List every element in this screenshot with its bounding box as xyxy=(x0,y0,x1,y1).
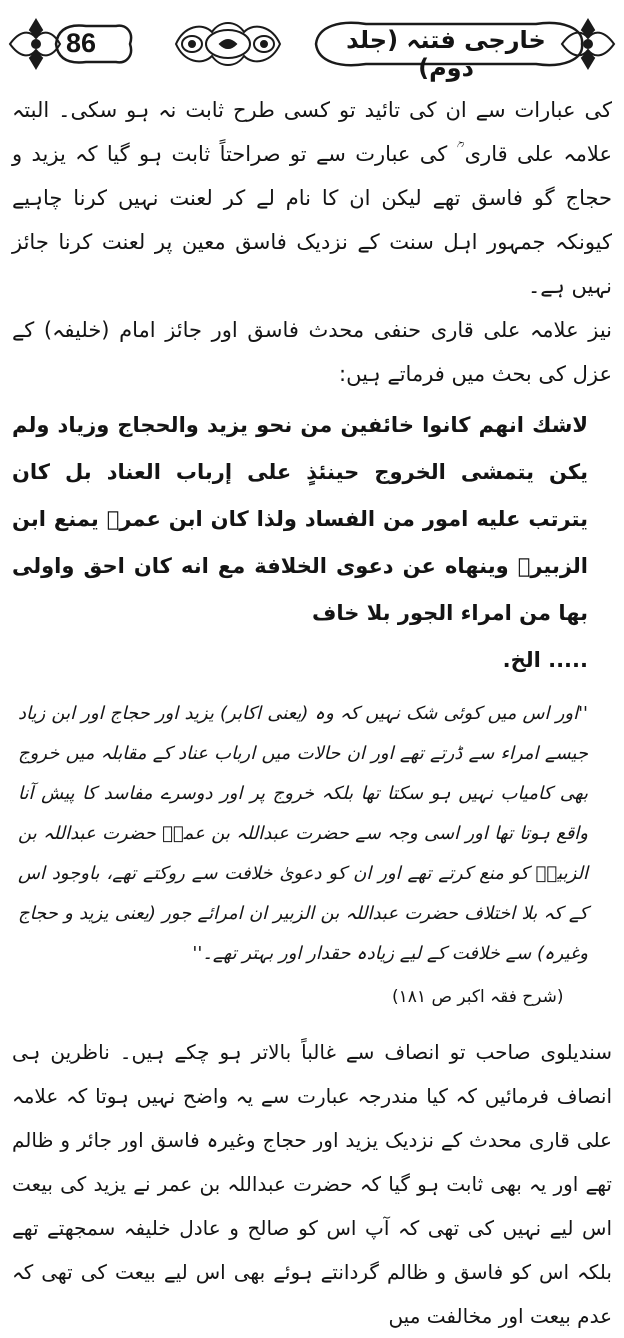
source-citation: (شرح فقہ اکبر ص ۱۸۱) xyxy=(392,987,564,1007)
arabic-quotation xyxy=(12,402,588,684)
arabic-quotation-text: لاشك انهم كانوا خائفين من نحو يزيد والحجاج وزياد ولم يكن يتمشى الخروج حينئذٍ على إرباب العناد بل كان يترتب عليه امور من الفساد ولذا كان ابن عمرؓ يمنع ابن الزبيرؓ وينهاه عن دعوى الخلافة مع انه كان احق واولى بها من امراء الجور بلا خاف xyxy=(12,413,588,625)
conclusion-paragraph: سندیلوی صاحب تو انصاف سے غالباً بالاتر ہو چکے ہیں۔ ناظرین ہی انصاف فرمائیں کہ کیا مندرجہ عبارت سے یہ واضح نہیں ہوتا کہ علامہ علی قاری محدث کے نزدیک یزید اور حجاج وغیرہ فاسق اور جائر و ظالم تھے اور یہ بھی ثابت ہو گیا کہ حضرت عبداللہ بن عمر نے یزید کی بیعت اس لیے نہیں کی تھی کہ آپ اس کو صالح و عادل خلیفہ سمجھتے تھے بلکہ اس کو فاسق و ظالم گردانتے ہوئے بھی اس لیے بیعت کی تھی کہ عدم بیعت اور مخالفت میں xyxy=(12,1040,612,1328)
intro-paragraph: کی عبارات سے ان کی تائید تو کسی طرح ثابت نہ ہو سکی۔ البتہ علامہ علی قاری ؒ کی عبارت سے تو صراحتاً ثابت ہو گیا کہ یزید و حجاج گو فاسق تھے لیکن ان کا نام لے کر لعنت نہیں کرنا چاہیے کیونکہ جمہور اہل سنت کے نزدیک فاسق معین پر لعنت کرنا جائز نہیں ہے۔ xyxy=(12,98,612,298)
running-title: خارجی فتنہ (جلد دوم) xyxy=(346,26,546,82)
page-number: 86 xyxy=(66,28,97,58)
page-header xyxy=(6,6,618,80)
arabic-quotation-ending: ..... الخ. xyxy=(502,648,588,672)
urdu-translation: ''اور اس میں کوئی شک نہیں کہ وہ (یعنی اکابر) یزید اور حجاج اور ابن زیاد جیسے امراء سے ڈرتے تھے اور ان حالات میں ارباب عناد کے مقابلہ میں خروج بھی کامیاب نہیں ہو سکتا تھا بلکہ خروج پر اور دوسرے مفاسد کا پیش آنا واقع ہوتا تھا اور اسی وجہ سے حضرت عبداللہ بن عمرؓ حضرت عبداللہ بن الزبیرؓ کو منع کرتے تھے اور ان کو دعویٰ خلافت سے روکتے تھے، باوجود اس کے کہ بلا اختلاف حضرت عبداللہ بن الزبیر ان امرائے جور (یعنی یزید و حجاج وغیرہ) سے خلافت کے لیے زیادہ حقدار اور بہتر تھے۔'' xyxy=(18,703,588,964)
intro-paragraph-2: نیز علامہ علی قاری حنفی محدث فاسق اور جائز امام (خلیفہ) کے عزل کی بحث میں فرماتے ہیں: xyxy=(12,318,612,386)
page-body xyxy=(12,88,612,1338)
